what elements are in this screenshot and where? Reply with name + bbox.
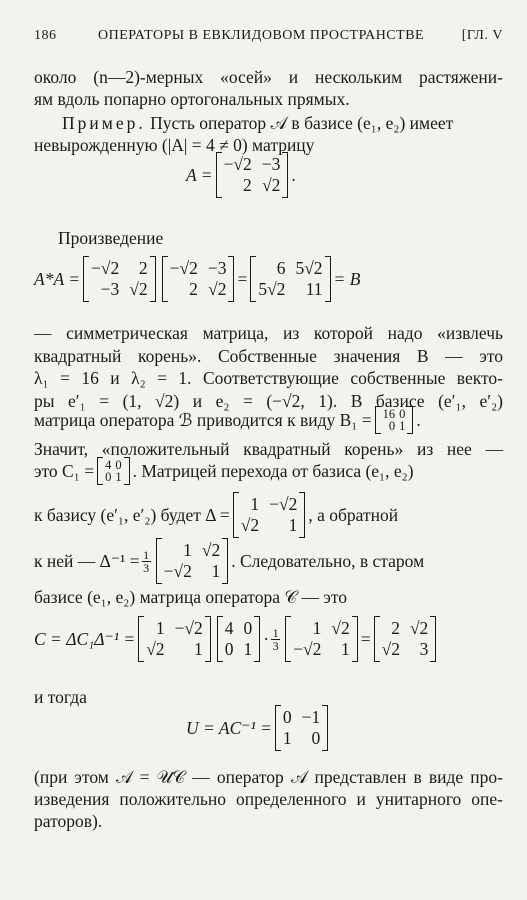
- matrix: [83, 256, 156, 302]
- text-line: невырожденную (|A| = 4 ≠ 0) матрицу: [34, 135, 315, 155]
- matrix-cell: 1: [288, 515, 298, 535]
- equation-a: A = −√2 −3 2 √2 .: [186, 152, 296, 198]
- matrix: [375, 406, 414, 434]
- text-line: — симметрическая матрица, из которой надо «извлечь: [34, 323, 503, 343]
- text-line: около (n—2)-мерных «осей» и нескольким растяжени-: [34, 67, 503, 87]
- text-line: Значит, «положительный квадратный корень» из нее —: [34, 439, 503, 459]
- bracket-right: [205, 616, 211, 662]
- matrix-cell: 2: [138, 258, 148, 278]
- matrix-cell: 1: [312, 618, 322, 638]
- bracket-right: [124, 457, 130, 485]
- bracket-right: [352, 616, 358, 662]
- matrix: [156, 538, 229, 584]
- matrix-cell: −√2: [174, 618, 203, 638]
- matrix-cell: −3: [207, 258, 227, 278]
- matrix-cell: −√2: [293, 639, 322, 659]
- matrix: [233, 492, 306, 538]
- eq-lhs: U = AC⁻¹ =: [186, 717, 272, 738]
- matrix: [216, 152, 289, 198]
- matrix-cell: 11: [305, 279, 323, 299]
- matrix-cell: √2: [381, 639, 400, 659]
- equation-c: C = ΔC₁Δ⁻¹ = 1 −√2 √2 1 4 0 0 1 · $\frac{1}{3}$ 1 √2 −√2 1 = 2 √2 √2 3: [34, 616, 439, 662]
- example-label: Пример.: [62, 113, 146, 133]
- matrix: [138, 616, 211, 662]
- matrix-cell: 0: [224, 639, 234, 659]
- bracket-right: [407, 406, 413, 434]
- matrix-cell: 5√2: [295, 258, 323, 278]
- matrix-cell: −3: [100, 279, 120, 299]
- fraction-third: $\frac{1}{3}$: [272, 625, 279, 653]
- matrix-cell: −√2: [163, 561, 192, 581]
- matrix-cell: −√2: [269, 494, 298, 514]
- matrix-cell: −√2: [91, 258, 120, 278]
- matrix-cell: 0: [115, 458, 122, 472]
- matrix-cell: −1: [301, 707, 321, 727]
- text-line: к ней — Δ⁻¹ = $\frac{1}{3}$ 1 √2 −√2 1 . Следовательно, в старом: [34, 538, 424, 584]
- bracket-right: [222, 538, 228, 584]
- matrix-cell: 0: [282, 707, 292, 727]
- text-line: и тогда: [34, 687, 87, 707]
- matrix-cell: √2: [146, 639, 165, 659]
- matrix-cell: 1: [250, 494, 260, 514]
- matrix-cell: 1: [194, 639, 203, 659]
- matrix-cell: √2: [331, 618, 350, 638]
- matrix-cell: 4: [224, 618, 234, 638]
- example-text: Пусть оператор 𝒜 в базисе (e₁, e₂) имеет: [145, 113, 454, 133]
- matrix-cell: √2: [409, 618, 429, 638]
- eq-lhs: A*A =: [34, 268, 80, 289]
- chapter-label: [ГЛ. V: [461, 28, 503, 43]
- matrix-cell: 0: [243, 618, 253, 638]
- eq-lhs: C = ΔC₁Δ⁻¹ =: [34, 628, 136, 649]
- text-line: изведения положительно определенного и унитарного опе-: [34, 789, 503, 809]
- matrix: [97, 457, 130, 485]
- matrix: [217, 616, 261, 662]
- text-line: [62, 112, 503, 134]
- matrix-cell: 1: [340, 639, 350, 659]
- eq-rhs: = B: [333, 268, 361, 289]
- bracket-right: [282, 152, 288, 198]
- matrix: [374, 616, 437, 662]
- bracket-right: [322, 705, 328, 751]
- bracket-right: [430, 616, 436, 662]
- bracket-right: [325, 256, 331, 302]
- text-line: базисе (e₁, e₂) матрица оператора 𝒞 — это: [34, 587, 348, 607]
- matrix-cell: 4: [105, 458, 112, 472]
- text-line: (при этом 𝒜 = 𝒰𝒞 — оператор 𝒜 представлен в виде про-: [34, 767, 503, 787]
- matrix: [275, 705, 328, 751]
- matrix-cell: √2: [129, 279, 148, 299]
- matrix-cell: 0: [388, 419, 396, 433]
- matrix-cell: 1: [282, 728, 292, 748]
- text-line: это C₁ = 4 0 0 1 . Матрицей перехода от базиса (e₁, e₂): [34, 458, 414, 484]
- matrix-cell: 1: [183, 540, 192, 560]
- matrix-cell: √2: [240, 515, 260, 535]
- matrix-cell: 1: [211, 561, 221, 581]
- matrix: [250, 256, 330, 302]
- text-line: матрица оператора ℬ приводится к виду B₁ = 16 0 0 1 .: [34, 407, 421, 433]
- matrix-cell: 2: [391, 618, 400, 638]
- fraction-third: $\frac{1}{3}$: [143, 547, 150, 575]
- matrix-cell: √2: [262, 175, 281, 195]
- matrix-cell: 0: [311, 728, 321, 748]
- bracket-right: [254, 616, 260, 662]
- text-line: ям вдоль попарно ортогональных прямых.: [34, 89, 350, 109]
- matrix-cell: 1: [399, 419, 406, 433]
- matrix-cell: 2: [243, 175, 252, 195]
- matrix-cell: 3: [419, 639, 429, 659]
- matrix-cell: 1: [115, 470, 122, 484]
- matrix-cell: 1: [155, 618, 165, 638]
- matrix-cell: √2: [201, 540, 221, 560]
- matrix-cell: 16: [382, 407, 396, 421]
- matrix: [162, 256, 235, 302]
- matrix-cell: 5√2: [258, 279, 286, 299]
- equation-u: [186, 705, 331, 751]
- text-line: Произведение: [58, 228, 164, 248]
- equation-product: A*A = −√2 2 −3 √2 −√2 −3 2 √2 = 6 5√2 5√2 11 = B: [34, 256, 360, 302]
- matrix-cell: 0: [399, 407, 406, 421]
- text-line: λ₁ = 16 и λ₂ = 1. Соответствующие собственные векто-: [34, 368, 503, 388]
- bracket-right: [150, 256, 156, 302]
- matrix: [285, 616, 358, 662]
- matrix-cell: 6: [276, 258, 286, 278]
- matrix-cell: −3: [261, 154, 281, 174]
- text-line: квадратный корень». Собственные значения B — это: [34, 346, 503, 366]
- text-line: к базису (e′₁, e′₂) будет Δ = 1 −√2 √2 1 , а обратной: [34, 492, 398, 538]
- matrix-cell: 1: [243, 639, 253, 659]
- matrix-cell: √2: [208, 279, 227, 299]
- running-title: ОПЕРАТОРЫ В ЕВКЛИДОВОМ ПРОСТРАНСТВЕ: [98, 28, 425, 43]
- page-number: 186: [34, 28, 57, 43]
- text-line: раторов).: [34, 811, 103, 831]
- bracket-right: [228, 256, 234, 302]
- matrix-cell: 2: [189, 279, 198, 299]
- matrix-cell: −√2: [223, 154, 252, 174]
- text-line: ры e′₁ = (1, √2) и e₂ = (−√2, 1). В базисе (e′₁, e′₂): [34, 391, 503, 411]
- matrix-cell: 0: [105, 470, 112, 484]
- matrix-cell: −√2: [169, 258, 198, 278]
- bracket-right: [299, 492, 305, 538]
- eq-lhs: A =: [186, 164, 213, 185]
